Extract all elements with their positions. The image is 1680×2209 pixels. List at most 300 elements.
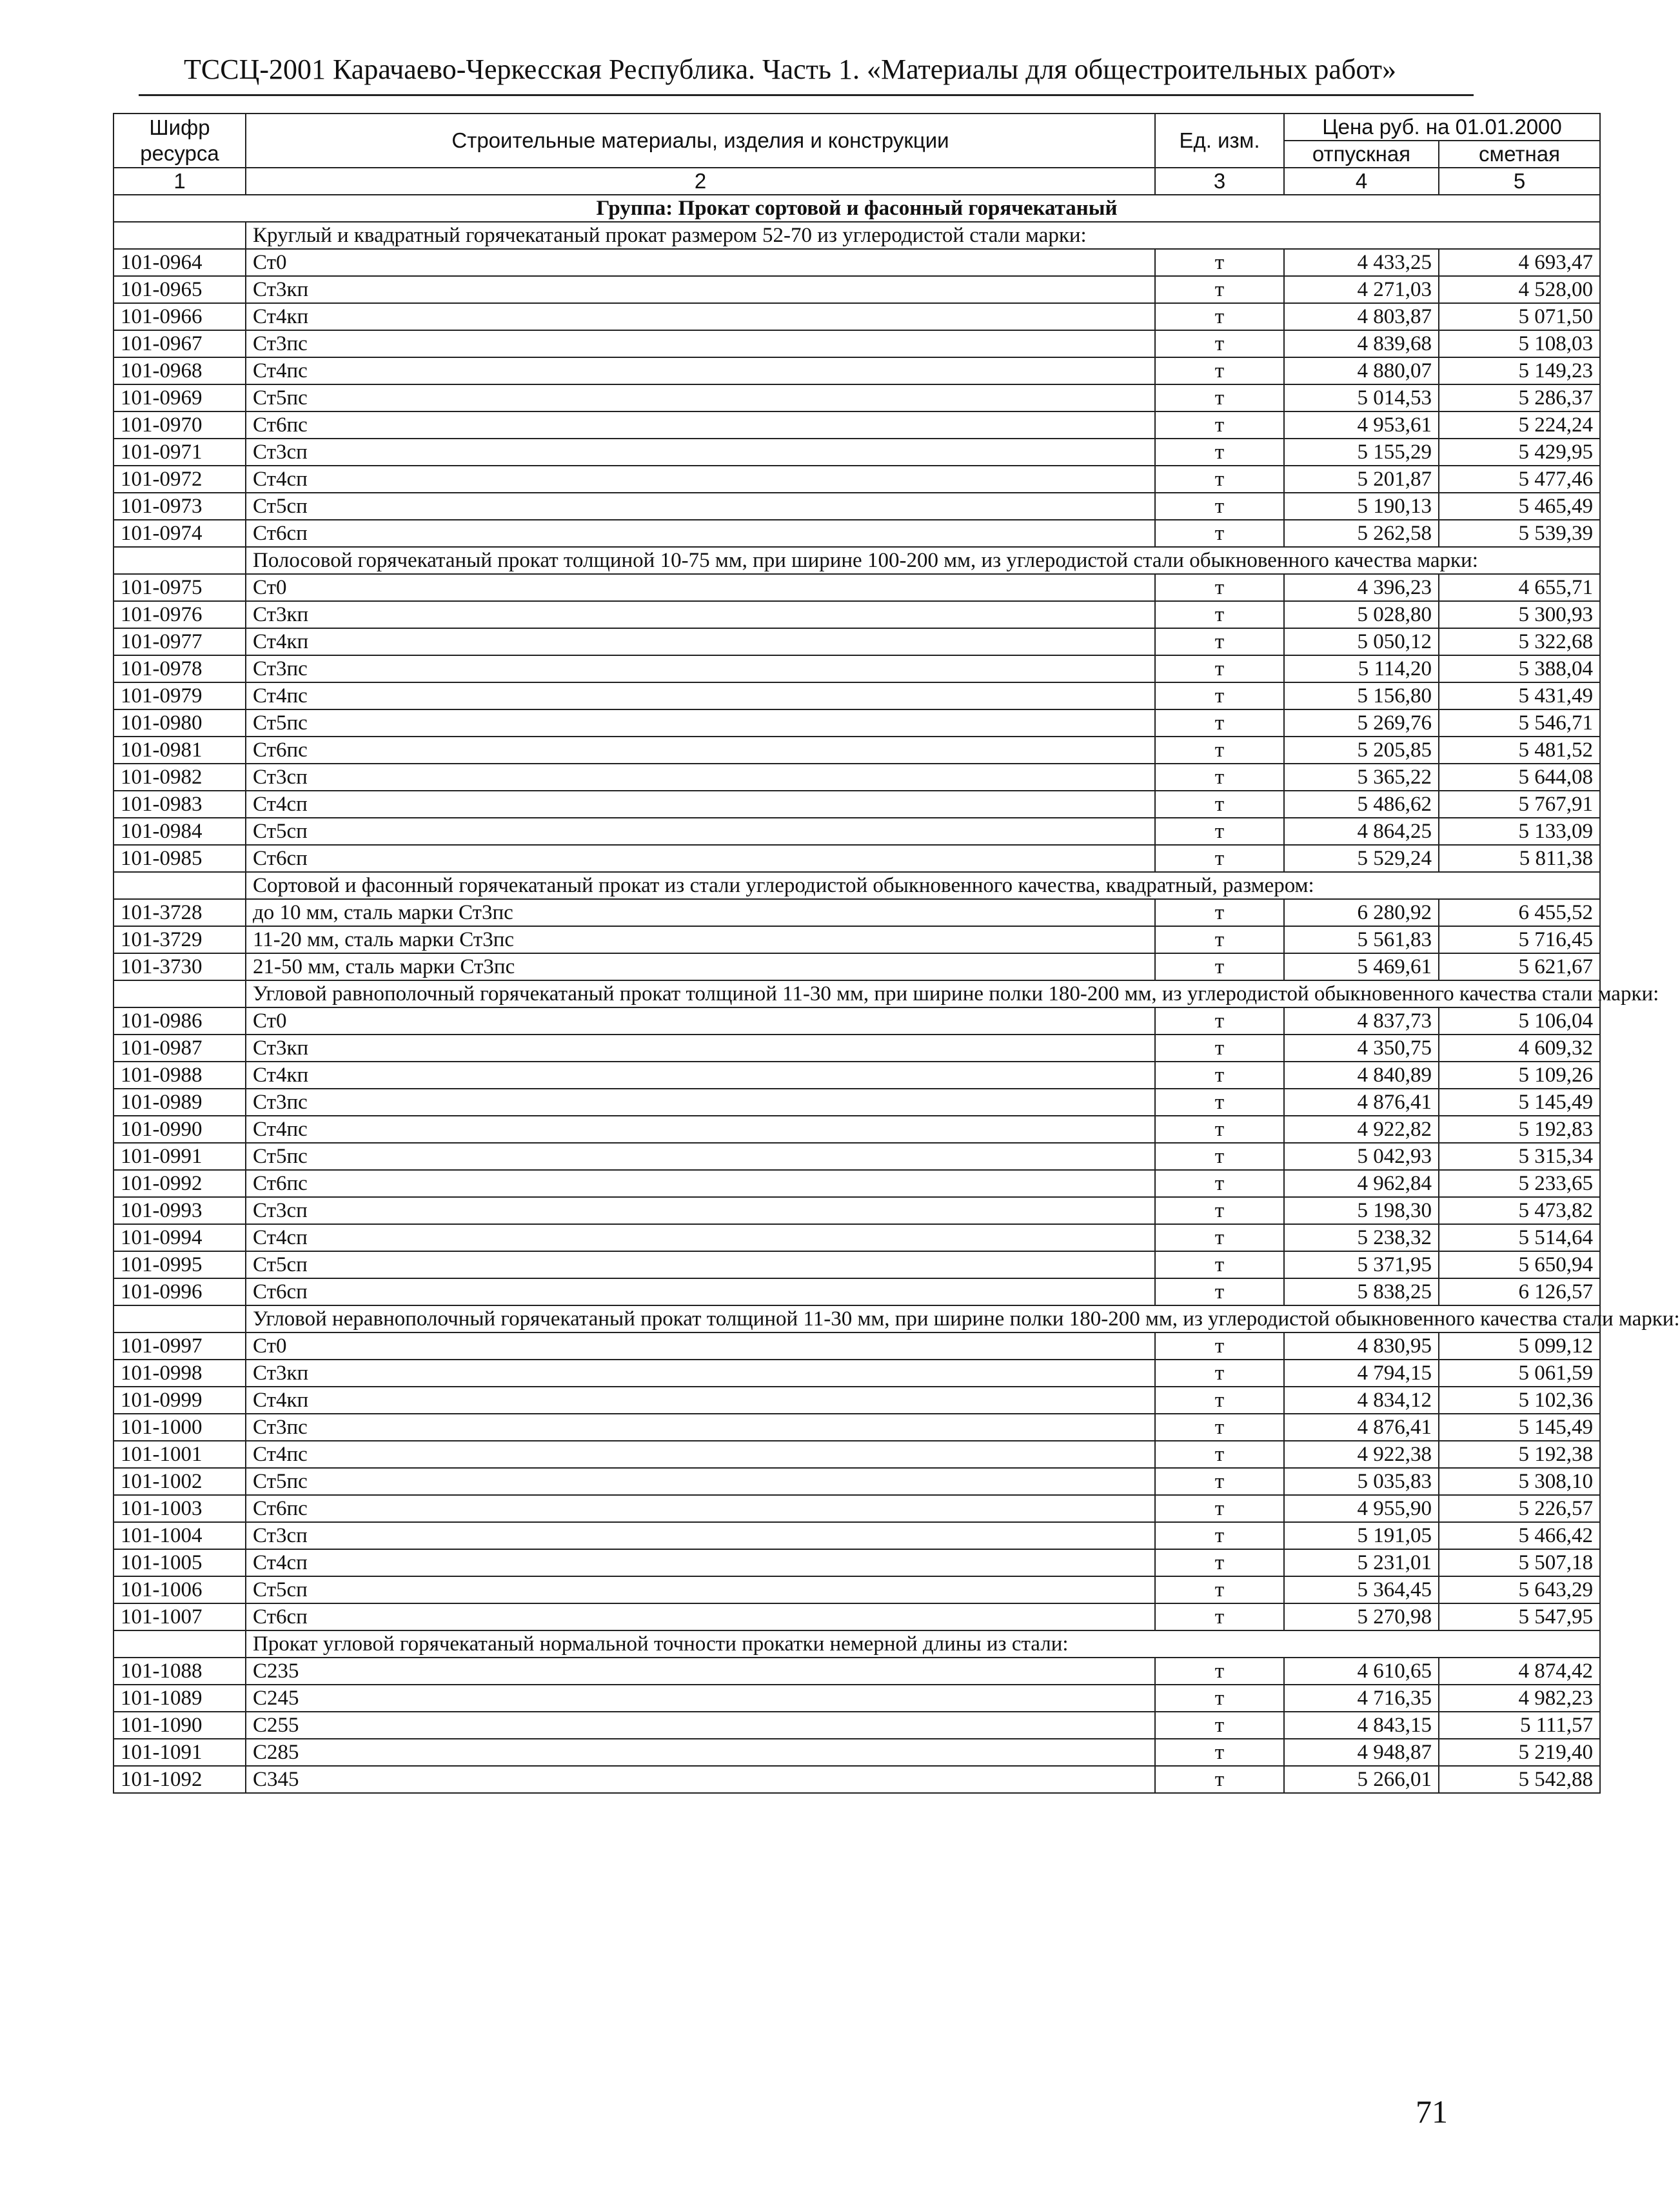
- material-name: С255: [246, 1712, 1155, 1739]
- estimate-price: 4 528,00: [1439, 276, 1600, 303]
- resource-code: 101-1001: [114, 1441, 246, 1468]
- resource-code: 101-1006: [114, 1576, 246, 1603]
- table-row: [114, 709, 1600, 737]
- table-row: [114, 818, 1600, 845]
- estimate-price: 5 226,57: [1439, 1495, 1600, 1522]
- unit: т: [1155, 1414, 1284, 1441]
- resource-code: 101-0972: [114, 466, 246, 493]
- resource-code: 101-0971: [114, 439, 246, 466]
- estimate-price: 5 111,57: [1439, 1712, 1600, 1739]
- resource-code: 101-0969: [114, 384, 246, 411]
- estimate-price: 5 388,04: [1439, 655, 1600, 682]
- group-title-row: [114, 195, 1600, 222]
- estimate-price: 4 693,47: [1439, 249, 1600, 276]
- table-row: [114, 1414, 1600, 1441]
- table-row: [114, 1576, 1600, 1603]
- estimate-price: 5 308,10: [1439, 1468, 1600, 1495]
- release-price: 4 839,68: [1284, 330, 1439, 357]
- resource-code: 101-0976: [114, 601, 246, 628]
- unit: т: [1155, 818, 1284, 845]
- table-row: [114, 899, 1600, 926]
- unit: т: [1155, 1278, 1284, 1305]
- material-name: Ст6пс: [246, 1170, 1155, 1197]
- unit: т: [1155, 1549, 1284, 1576]
- resource-code: 101-1091: [114, 1739, 246, 1766]
- resource-code: 101-0977: [114, 628, 246, 655]
- col-header-name: Строительные материалы, изделия и конструкции: [246, 114, 1155, 168]
- release-price: 4 350,75: [1284, 1035, 1439, 1062]
- estimate-price: 5 233,65: [1439, 1170, 1600, 1197]
- material-name: Ст5сп: [246, 1251, 1155, 1278]
- release-price: 5 238,32: [1284, 1224, 1439, 1251]
- release-price: 5 270,98: [1284, 1603, 1439, 1630]
- table-row: [114, 1522, 1600, 1549]
- unit: т: [1155, 1739, 1284, 1766]
- resource-code: 101-0986: [114, 1007, 246, 1035]
- estimate-price: 5 145,49: [1439, 1089, 1600, 1116]
- table-row: [114, 1089, 1600, 1116]
- unit: т: [1155, 1007, 1284, 1035]
- release-price: 5 198,30: [1284, 1197, 1439, 1224]
- unit: т: [1155, 1522, 1284, 1549]
- release-price: 4 953,61: [1284, 411, 1439, 439]
- table-row: [114, 1332, 1600, 1360]
- table-row: [114, 1278, 1600, 1305]
- section-title-spacer: [114, 1305, 246, 1332]
- section-title: Полосовой горячекатаный прокат толщиной 10-75 мм, при ширине 100-200 мм, из углеродистой стали обыкновенного качества марки:: [246, 547, 1600, 574]
- table-row: [114, 1603, 1600, 1630]
- resource-code: 101-0967: [114, 330, 246, 357]
- material-name: Ст3кп: [246, 1360, 1155, 1387]
- unit: т: [1155, 1468, 1284, 1495]
- material-name: Ст6пс: [246, 1495, 1155, 1522]
- material-name: Ст4сп: [246, 1549, 1155, 1576]
- unit: т: [1155, 249, 1284, 276]
- estimate-price: 4 655,71: [1439, 574, 1600, 601]
- unit: т: [1155, 953, 1284, 980]
- release-price: 4 794,15: [1284, 1360, 1439, 1387]
- unit: т: [1155, 1197, 1284, 1224]
- group-title: Группа: Прокат сортовой и фасонный горячекатаный: [114, 195, 1600, 222]
- col-header-price: Цена руб. на 01.01.2000: [1284, 114, 1600, 141]
- section-title-row: [114, 1630, 1600, 1658]
- unit: т: [1155, 276, 1284, 303]
- release-price: 5 269,76: [1284, 709, 1439, 737]
- resource-code: 101-0982: [114, 764, 246, 791]
- table-row: [114, 1468, 1600, 1495]
- material-name: Ст4кп: [246, 628, 1155, 655]
- material-name: С235: [246, 1658, 1155, 1685]
- table-row: [114, 411, 1600, 439]
- release-price: 5 191,05: [1284, 1522, 1439, 1549]
- table-row: [114, 926, 1600, 953]
- table-row: [114, 249, 1600, 276]
- unit: т: [1155, 628, 1284, 655]
- resource-code: 101-0970: [114, 411, 246, 439]
- section-title-row: [114, 547, 1600, 574]
- material-name: С285: [246, 1739, 1155, 1766]
- resource-code: 101-0992: [114, 1170, 246, 1197]
- release-price: 5 155,29: [1284, 439, 1439, 466]
- material-name: Ст4пс: [246, 682, 1155, 709]
- resource-code: 101-0990: [114, 1116, 246, 1143]
- unit: т: [1155, 330, 1284, 357]
- release-price: 5 201,87: [1284, 466, 1439, 493]
- release-price: 4 834,12: [1284, 1387, 1439, 1414]
- estimate-price: 5 429,95: [1439, 439, 1600, 466]
- material-name: Ст4кп: [246, 303, 1155, 330]
- resource-code: 101-3730: [114, 953, 246, 980]
- estimate-price: 5 224,24: [1439, 411, 1600, 439]
- section-title: Сортовой и фасонный горячекатаный прокат из стали углеродистой обыкновенного качества, квадратный, размером:: [246, 872, 1600, 899]
- table-row: [114, 791, 1600, 818]
- material-name: Ст5сп: [246, 1576, 1155, 1603]
- release-price: 4 803,87: [1284, 303, 1439, 330]
- estimate-price: 5 542,88: [1439, 1766, 1600, 1793]
- resource-code: 101-3728: [114, 899, 246, 926]
- resource-code: 101-0978: [114, 655, 246, 682]
- release-price: 5 014,53: [1284, 384, 1439, 411]
- col-header-code: Шифр ресурса: [114, 114, 246, 168]
- col-number: 1: [114, 168, 246, 195]
- resource-code: 101-0981: [114, 737, 246, 764]
- release-price: 4 840,89: [1284, 1062, 1439, 1089]
- material-name: Ст4сп: [246, 791, 1155, 818]
- estimate-price: 5 300,93: [1439, 601, 1600, 628]
- table-row: [114, 1441, 1600, 1468]
- material-name: Ст5сп: [246, 493, 1155, 520]
- unit: т: [1155, 520, 1284, 547]
- estimate-price: 5 547,95: [1439, 1603, 1600, 1630]
- table-row: [114, 845, 1600, 872]
- resource-code: 101-0995: [114, 1251, 246, 1278]
- resource-code: 101-1002: [114, 1468, 246, 1495]
- release-price: 6 280,92: [1284, 899, 1439, 926]
- table-row: [114, 357, 1600, 384]
- unit: т: [1155, 1035, 1284, 1062]
- material-name: Ст3кп: [246, 1035, 1155, 1062]
- unit: т: [1155, 357, 1284, 384]
- estimate-price: 5 644,08: [1439, 764, 1600, 791]
- release-price: 4 716,35: [1284, 1685, 1439, 1712]
- estimate-price: 5 192,38: [1439, 1441, 1600, 1468]
- release-price: 4 843,15: [1284, 1712, 1439, 1739]
- material-name: 11-20 мм, сталь марки Ст3пс: [246, 926, 1155, 953]
- estimate-price: 5 192,83: [1439, 1116, 1600, 1143]
- estimate-price: 5 465,49: [1439, 493, 1600, 520]
- estimate-price: 5 315,34: [1439, 1143, 1600, 1170]
- section-title-row: [114, 222, 1600, 249]
- unit: т: [1155, 1712, 1284, 1739]
- resource-code: 101-1000: [114, 1414, 246, 1441]
- resource-code: 101-1007: [114, 1603, 246, 1630]
- material-name: Ст3пс: [246, 655, 1155, 682]
- material-name: Ст5сп: [246, 818, 1155, 845]
- table-row: [114, 1224, 1600, 1251]
- resource-code: 101-1088: [114, 1658, 246, 1685]
- unit: т: [1155, 709, 1284, 737]
- estimate-price: 4 874,42: [1439, 1658, 1600, 1685]
- col-header-unit: Ед. изм.: [1155, 114, 1284, 168]
- unit: т: [1155, 926, 1284, 953]
- unit: т: [1155, 1089, 1284, 1116]
- table-row: [114, 520, 1600, 547]
- material-name: Ст3кп: [246, 601, 1155, 628]
- material-name: Ст6сп: [246, 1278, 1155, 1305]
- table-row: [114, 1062, 1600, 1089]
- resource-code: 101-0964: [114, 249, 246, 276]
- estimate-price: 5 481,52: [1439, 737, 1600, 764]
- release-price: 4 830,95: [1284, 1332, 1439, 1360]
- col-number: 4: [1284, 168, 1439, 195]
- release-price: 5 469,61: [1284, 953, 1439, 980]
- table-row: [114, 1712, 1600, 1739]
- estimate-price: 5 621,67: [1439, 953, 1600, 980]
- material-name: Ст0: [246, 249, 1155, 276]
- unit: т: [1155, 1116, 1284, 1143]
- resource-code: 101-0984: [114, 818, 246, 845]
- column-numbers-row: [114, 168, 1600, 195]
- resource-code: 101-1005: [114, 1549, 246, 1576]
- unit: т: [1155, 791, 1284, 818]
- table-row: [114, 1387, 1600, 1414]
- resource-code: 101-3729: [114, 926, 246, 953]
- resource-code: 101-1004: [114, 1522, 246, 1549]
- unit: т: [1155, 466, 1284, 493]
- section-title-row: [114, 980, 1600, 1007]
- estimate-price: 5 106,04: [1439, 1007, 1600, 1035]
- resource-code: 101-0997: [114, 1332, 246, 1360]
- col-number: 2: [246, 168, 1155, 195]
- material-name: Ст4сп: [246, 1224, 1155, 1251]
- material-name: Ст3пс: [246, 1414, 1155, 1441]
- estimate-price: 5 061,59: [1439, 1360, 1600, 1387]
- table-row: [114, 1007, 1600, 1035]
- unit: т: [1155, 574, 1284, 601]
- section-title-spacer: [114, 547, 246, 574]
- estimate-price: 5 466,42: [1439, 1522, 1600, 1549]
- unit: т: [1155, 737, 1284, 764]
- section-title-spacer: [114, 1630, 246, 1658]
- resource-code: 101-0966: [114, 303, 246, 330]
- header-row: [114, 114, 1600, 141]
- section-title: Круглый и квадратный горячекатаный прокат размером 52-70 из углеродистой стали марки:: [246, 222, 1600, 249]
- estimate-price: 5 650,94: [1439, 1251, 1600, 1278]
- estimate-price: 6 455,52: [1439, 899, 1600, 926]
- estimate-price: 5 219,40: [1439, 1739, 1600, 1766]
- release-price: 5 190,13: [1284, 493, 1439, 520]
- table-row: [114, 1495, 1600, 1522]
- table-row: [114, 303, 1600, 330]
- unit: т: [1155, 1495, 1284, 1522]
- resource-code: 101-0983: [114, 791, 246, 818]
- table-row: [114, 682, 1600, 709]
- table-row: [114, 439, 1600, 466]
- material-name: Ст6сп: [246, 520, 1155, 547]
- unit: т: [1155, 384, 1284, 411]
- page-number: 71: [1416, 2094, 1448, 2130]
- table-row: [114, 655, 1600, 682]
- release-price: 4 962,84: [1284, 1170, 1439, 1197]
- material-name: Ст0: [246, 1332, 1155, 1360]
- estimate-price: 5 108,03: [1439, 330, 1600, 357]
- table-row: [114, 1685, 1600, 1712]
- unit: т: [1155, 1685, 1284, 1712]
- material-name: Ст5пс: [246, 1468, 1155, 1495]
- table-row: [114, 1658, 1600, 1685]
- release-price: 5 266,01: [1284, 1766, 1439, 1793]
- resource-code: 101-0991: [114, 1143, 246, 1170]
- unit: т: [1155, 1251, 1284, 1278]
- resource-code: 101-0979: [114, 682, 246, 709]
- release-price: 5 156,80: [1284, 682, 1439, 709]
- unit: т: [1155, 899, 1284, 926]
- release-price: 5 561,83: [1284, 926, 1439, 953]
- material-name: Ст3кп: [246, 276, 1155, 303]
- resource-code: 101-0975: [114, 574, 246, 601]
- unit: т: [1155, 1387, 1284, 1414]
- release-price: 5 050,12: [1284, 628, 1439, 655]
- material-name: С345: [246, 1766, 1155, 1793]
- resource-code: 101-0993: [114, 1197, 246, 1224]
- table-row: [114, 628, 1600, 655]
- price-table: [113, 113, 1680, 1794]
- table-row: [114, 1360, 1600, 1387]
- unit: т: [1155, 1224, 1284, 1251]
- material-name: Ст5пс: [246, 1143, 1155, 1170]
- material-name: Ст6сп: [246, 845, 1155, 872]
- resource-code: 101-0980: [114, 709, 246, 737]
- unit: т: [1155, 1062, 1284, 1089]
- estimate-price: 5 109,26: [1439, 1062, 1600, 1089]
- unit: т: [1155, 493, 1284, 520]
- release-price: 4 396,23: [1284, 574, 1439, 601]
- release-price: 4 955,90: [1284, 1495, 1439, 1522]
- material-name: Ст3пс: [246, 330, 1155, 357]
- resource-code: 101-0989: [114, 1089, 246, 1116]
- resource-code: 101-0988: [114, 1062, 246, 1089]
- release-price: 5 365,22: [1284, 764, 1439, 791]
- estimate-price: 5 133,09: [1439, 818, 1600, 845]
- release-price: 5 486,62: [1284, 791, 1439, 818]
- estimate-price: 4 982,23: [1439, 1685, 1600, 1712]
- estimate-price: 5 643,29: [1439, 1576, 1600, 1603]
- release-price: 5 042,93: [1284, 1143, 1439, 1170]
- release-price: 4 880,07: [1284, 357, 1439, 384]
- estimate-price: 5 546,71: [1439, 709, 1600, 737]
- resource-code: 101-1003: [114, 1495, 246, 1522]
- release-price: 4 864,25: [1284, 818, 1439, 845]
- material-name: Ст3сп: [246, 1197, 1155, 1224]
- release-price: 4 610,65: [1284, 1658, 1439, 1685]
- table-row: [114, 1035, 1600, 1062]
- estimate-price: 5 716,45: [1439, 926, 1600, 953]
- release-price: 5 028,80: [1284, 601, 1439, 628]
- material-name: Ст6сп: [246, 1603, 1155, 1630]
- unit: т: [1155, 1360, 1284, 1387]
- table-row: [114, 384, 1600, 411]
- material-name: 21-50 мм, сталь марки Ст3пс: [246, 953, 1155, 980]
- estimate-price: 5 507,18: [1439, 1549, 1600, 1576]
- estimate-price: 5 102,36: [1439, 1387, 1600, 1414]
- table-row: [114, 1116, 1600, 1143]
- material-name: Ст0: [246, 1007, 1155, 1035]
- material-name: Ст5пс: [246, 384, 1155, 411]
- resource-code: 101-0968: [114, 357, 246, 384]
- section-title-spacer: [114, 872, 246, 899]
- estimate-price: 5 071,50: [1439, 303, 1600, 330]
- resource-code: 101-0974: [114, 520, 246, 547]
- estimate-price: 5 477,46: [1439, 466, 1600, 493]
- section-title-spacer: [114, 980, 246, 1007]
- section-title: Угловой равнополочный горячекатаный прокат толщиной 11-30 мм, при ширине полки 180-200 мм, из углеродистой обыкновенного качества стали марки:: [246, 980, 1600, 1007]
- section-title: Угловой неравнополочный горячекатаный прокат толщиной 11-30 мм, при ширине полки 180-200 мм, из углеродистой обыкновенного качества стали марки:: [246, 1305, 1600, 1332]
- release-price: 5 114,20: [1284, 655, 1439, 682]
- unit: т: [1155, 1332, 1284, 1360]
- section-title-row: [114, 872, 1600, 899]
- unit: т: [1155, 655, 1284, 682]
- table-row: [114, 764, 1600, 791]
- material-name: Ст3сп: [246, 1522, 1155, 1549]
- section-title-row: [114, 1305, 1600, 1332]
- release-price: 4 433,25: [1284, 249, 1439, 276]
- unit: т: [1155, 764, 1284, 791]
- unit: т: [1155, 1441, 1284, 1468]
- table-row: [114, 1251, 1600, 1278]
- resource-code: 101-0985: [114, 845, 246, 872]
- material-name: Ст0: [246, 574, 1155, 601]
- unit: т: [1155, 1143, 1284, 1170]
- table-row: [114, 601, 1600, 628]
- unit: т: [1155, 601, 1284, 628]
- resource-code: 101-0999: [114, 1387, 246, 1414]
- table-row: [114, 1549, 1600, 1576]
- unit: т: [1155, 1576, 1284, 1603]
- estimate-price: 5 145,49: [1439, 1414, 1600, 1441]
- estimate-price: 5 149,23: [1439, 357, 1600, 384]
- col-number: 5: [1439, 168, 1600, 195]
- material-name: Ст4пс: [246, 357, 1155, 384]
- release-price: 5 364,45: [1284, 1576, 1439, 1603]
- unit: т: [1155, 845, 1284, 872]
- resource-code: 101-0994: [114, 1224, 246, 1251]
- release-price: 5 231,01: [1284, 1549, 1439, 1576]
- estimate-price: 5 811,38: [1439, 845, 1600, 872]
- material-name: С245: [246, 1685, 1155, 1712]
- estimate-price: 5 514,64: [1439, 1224, 1600, 1251]
- unit: т: [1155, 1603, 1284, 1630]
- material-name: Ст6пс: [246, 737, 1155, 764]
- material-name: Ст5пс: [246, 709, 1155, 737]
- resource-code: 101-1089: [114, 1685, 246, 1712]
- unit: т: [1155, 1658, 1284, 1685]
- resource-code: 101-1092: [114, 1766, 246, 1793]
- release-price: 4 837,73: [1284, 1007, 1439, 1035]
- material-name: Ст4кп: [246, 1062, 1155, 1089]
- section-title-spacer: [114, 222, 246, 249]
- release-price: 4 922,38: [1284, 1441, 1439, 1468]
- table-row: [114, 1170, 1600, 1197]
- material-name: Ст3сп: [246, 439, 1155, 466]
- estimate-price: 4 609,32: [1439, 1035, 1600, 1062]
- release-price: 5 529,24: [1284, 845, 1439, 872]
- table-row: [114, 276, 1600, 303]
- release-price: 4 271,03: [1284, 276, 1439, 303]
- table-row: [114, 737, 1600, 764]
- material-name: Ст4пс: [246, 1116, 1155, 1143]
- material-name: Ст3пс: [246, 1089, 1155, 1116]
- estimate-price: 5 322,68: [1439, 628, 1600, 655]
